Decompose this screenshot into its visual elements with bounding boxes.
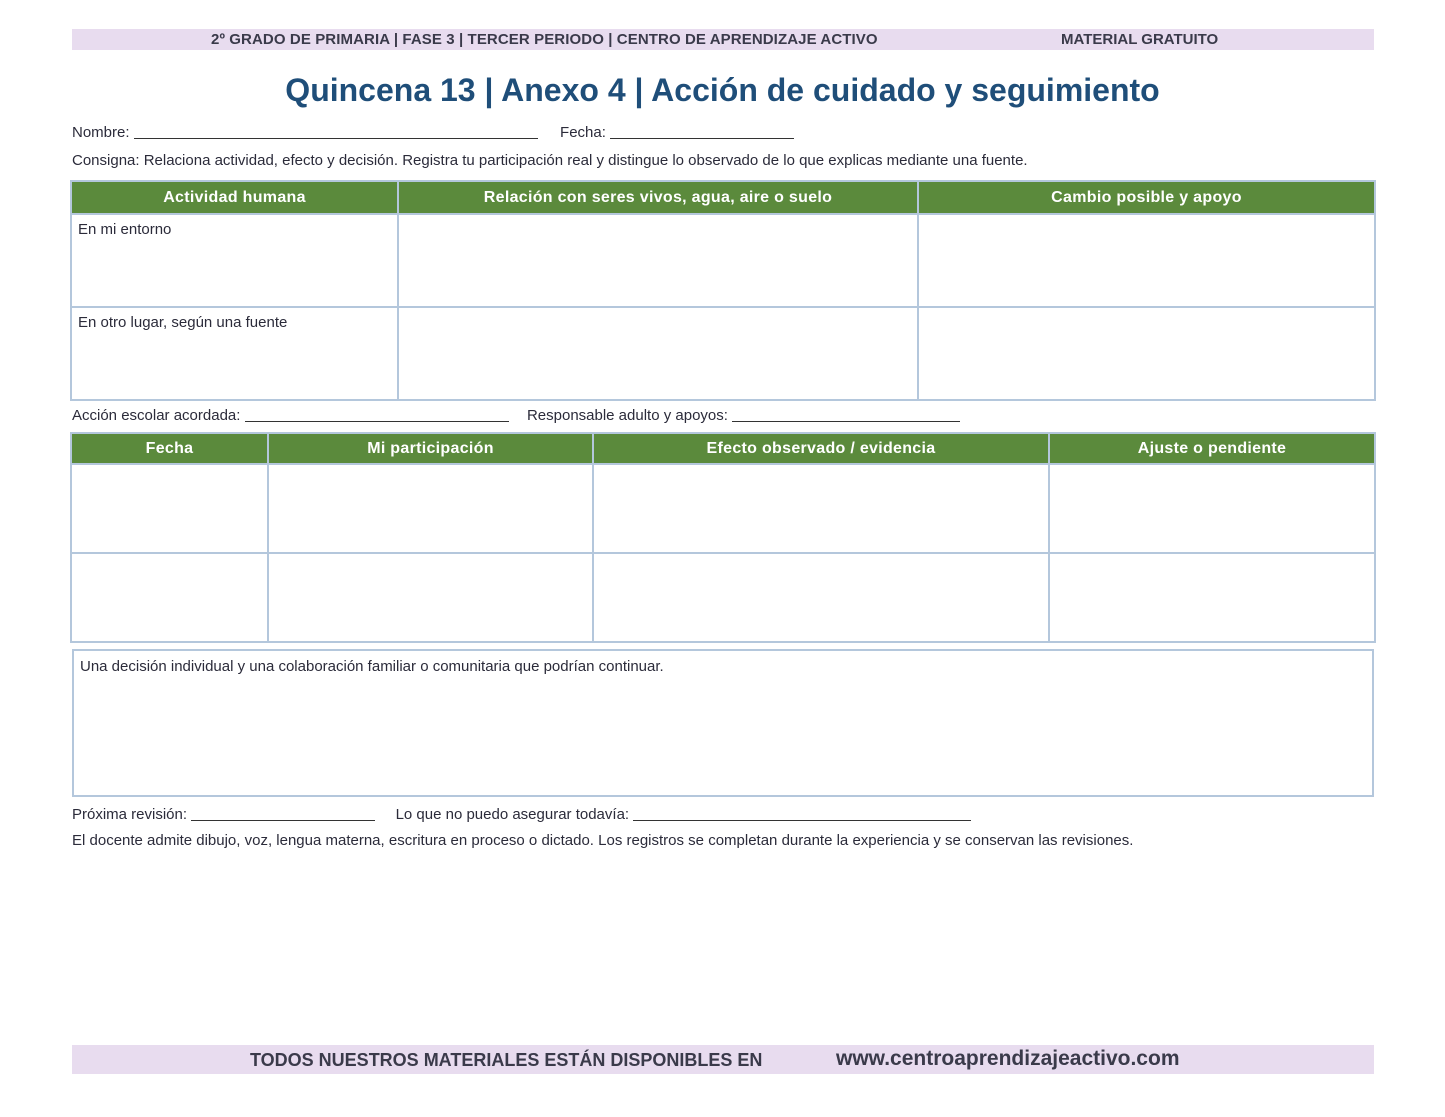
tracking-table [70,432,1376,643]
activity-table [70,180,1376,401]
table-row [71,464,1375,553]
fecha-field[interactable] [610,125,794,139]
header-relacion: Relación con seres vivos, agua, aire o suelo [398,181,918,214]
accion-field[interactable] [245,408,509,422]
header-actividad: Actividad humana [71,181,398,214]
header-cambio: Cambio posible y apoyo [918,181,1375,214]
input-cell[interactable] [71,553,268,642]
input-cell[interactable] [593,464,1049,553]
header-ajuste: Ajuste o pendiente [1049,433,1375,464]
footer-url-link[interactable]: www.centroaprendizajeactivo.com [836,1047,1180,1070]
header-efecto: Efecto observado / evidencia [593,433,1049,464]
no-puedo-field[interactable] [633,807,971,821]
input-cell[interactable] [918,214,1375,307]
input-cell[interactable] [268,464,593,553]
fecha-label: Fecha: [560,124,606,141]
header-participacion: Mi participación [268,433,593,464]
review-line [72,806,971,823]
input-cell[interactable] [1049,553,1375,642]
tracking-table-header [71,433,1375,464]
responsable-label: Responsable adulto y apoyos: [526,407,728,424]
no-puedo-label: Lo que no puedo asegurar todavía: [395,806,630,823]
row-label-entorno: En mi entorno [71,214,398,307]
activity-table-header [71,181,1375,214]
responsable-field[interactable] [732,408,960,422]
input-cell[interactable] [398,307,918,400]
input-cell[interactable] [1049,464,1375,553]
footer-label: TODOS NUESTROS MATERIALES ESTÁN DISPONIBLES EN [250,1050,763,1070]
table-row [71,553,1375,642]
input-cell[interactable] [593,553,1049,642]
header-banner-right: MATERIAL GRATUITO [1061,31,1219,48]
table-row [71,214,1375,307]
page-title: Quincena 13 | Anexo 4 | Acción de cuidado y seguimiento [285,72,1160,108]
action-line [72,407,960,424]
decision-prompt: Una decisión individual y una colaboración familiar o comunitaria que podrían continuar. [80,658,664,675]
proxima-label: Próxima revisión: [72,806,188,823]
accion-label: Acción escolar acordada: [72,407,241,424]
consigna-text: Consigna: Relaciona actividad, efecto y decisión. Registra tu participación real y distingue lo observado de lo que explicas mediante una fuente. [72,152,1028,169]
nombre-field[interactable] [134,125,538,139]
header-banner [72,29,1374,50]
nombre-label: Nombre: [72,124,130,141]
teacher-note: El docente admite dibujo, voz, lengua materna, escritura en proceso o dictado. Los registros se completan durante la experiencia y se conservan las revisiones. [72,832,1134,849]
row-label-otro-lugar: En otro lugar, según una fuente [71,307,398,400]
header-banner-left: 2º GRADO DE PRIMARIA | FASE 3 | TERCER PERIODO | CENTRO DE APRENDIZAJE ACTIVO [211,31,878,48]
table-row [71,307,1375,400]
footer-banner [72,1045,1374,1074]
name-date-line [72,124,794,141]
input-cell[interactable] [398,214,918,307]
input-cell[interactable] [71,464,268,553]
input-cell[interactable] [918,307,1375,400]
proxima-field[interactable] [191,807,375,821]
decision-box[interactable] [72,649,1374,797]
header-fecha: Fecha [71,433,268,464]
input-cell[interactable] [268,553,593,642]
